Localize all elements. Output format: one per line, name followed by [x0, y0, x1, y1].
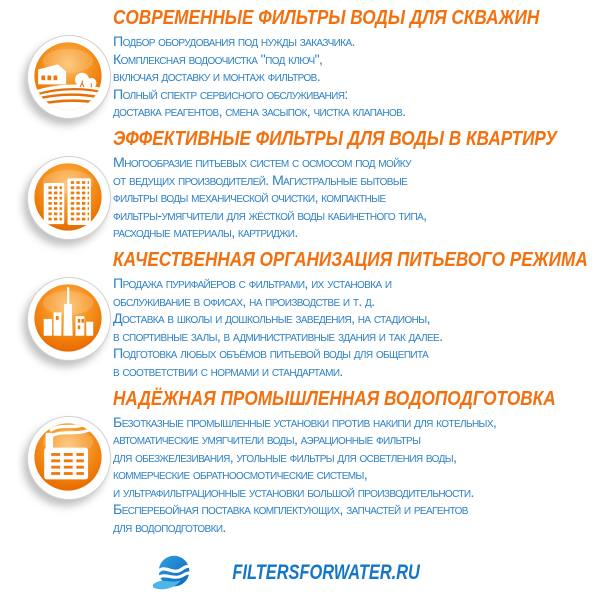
section-heading: НАДЁЖНАЯ ПРОМЫШЛЕННАЯ ВОДОПОДГОТОВКА [113, 387, 556, 410]
body-line: Комплексная водоочистка "под ключ", [113, 51, 323, 68]
section-industrial [0, 389, 600, 538]
city-skyline-icon [27, 277, 111, 361]
text-column [113, 8, 600, 122]
footer [0, 552, 600, 594]
icon-column [27, 250, 111, 382]
factory-icon [27, 416, 111, 500]
body-line: для водоподготовки. [113, 520, 226, 537]
body-line: фильтры-умягчители для жёсткой воды кабинетного типа, [113, 207, 427, 224]
body-line: Подготовка любых объёмов питьевой воды для общепита [113, 346, 429, 363]
body-line: расходные материалы, картриджи. [113, 225, 298, 242]
section-heading: ЭФФЕКТИВНЫЕ ФИЛЬТРЫ ДЛЯ ВОДЫ В КВАРТИРУ [113, 127, 557, 150]
section-body [113, 34, 600, 122]
site-name[interactable]: FILTERSFORWATER.RU [232, 560, 421, 584]
section-city [0, 250, 600, 382]
body-line: Подбор оборудования под нужды заказчика. [113, 34, 355, 50]
icon-column [27, 389, 111, 538]
text-column [113, 389, 600, 538]
section-body [113, 415, 600, 538]
section-heading: СОВРЕМЕННЫЕ ФИЛЬТРЫ ВОДЫ ДЛЯ СКВАЖИН [113, 7, 540, 29]
farm-field-icon [27, 35, 111, 119]
body-line: обслуживание в офисах, на производстве и т. д. [113, 293, 375, 310]
body-line: фильтры воды механической очистки, компактные [113, 190, 386, 207]
body-line: Многообразие питьевых систем с осмосом под мойку [113, 154, 411, 171]
body-line: Бесперебойная поставка комплектующих, запчастей и реагентов [113, 502, 468, 519]
water-wave-icon[interactable] [153, 552, 197, 594]
body-line: включая доставку и монтаж фильтров. [113, 69, 321, 86]
text-column [113, 250, 600, 382]
body-line: Доставка в школы и дошкольные заведения, на стадионы, [113, 311, 430, 328]
body-line: коммерческие обратноосмотические системы, [113, 467, 368, 484]
body-line: доставка реагентов, смена засыпок, чистка клапанов. [113, 104, 406, 121]
apartment-buildings-icon [27, 156, 111, 240]
body-line: от ведущих производителей. Магистральные бытовые [113, 172, 408, 189]
icon-column [27, 8, 111, 122]
body-line: Продажа пурифайеров с фильтрами, их установка и [113, 275, 392, 292]
body-line: Безотказные промышленные установки против накипи для котельных, [113, 414, 497, 431]
body-line: и ультрафильтрационные установки большой производительности. [113, 484, 474, 501]
section-wells [0, 8, 600, 122]
body-line: для обезжелезивания, угольные фильтры для осветления воды, [113, 449, 457, 466]
icon-column [27, 129, 111, 243]
body-line: автоматические умягчители воды, аэрационные фильтры [113, 432, 421, 449]
body-line: Полный спектр сервисного обслуживания: [113, 86, 348, 103]
body-line: в соответствии с нормами и стандартами. [113, 363, 343, 380]
section-heading: КАЧЕСТВЕННАЯ ОРГАНИЗАЦИЯ ПИТЬЕВОГО РЕЖИМА [113, 248, 588, 271]
text-column [113, 129, 600, 243]
body-line: в спортивные залы, в административные здания и так далее. [113, 328, 443, 345]
section-body [113, 276, 600, 382]
section-body [113, 155, 600, 243]
section-apartment [0, 129, 600, 243]
